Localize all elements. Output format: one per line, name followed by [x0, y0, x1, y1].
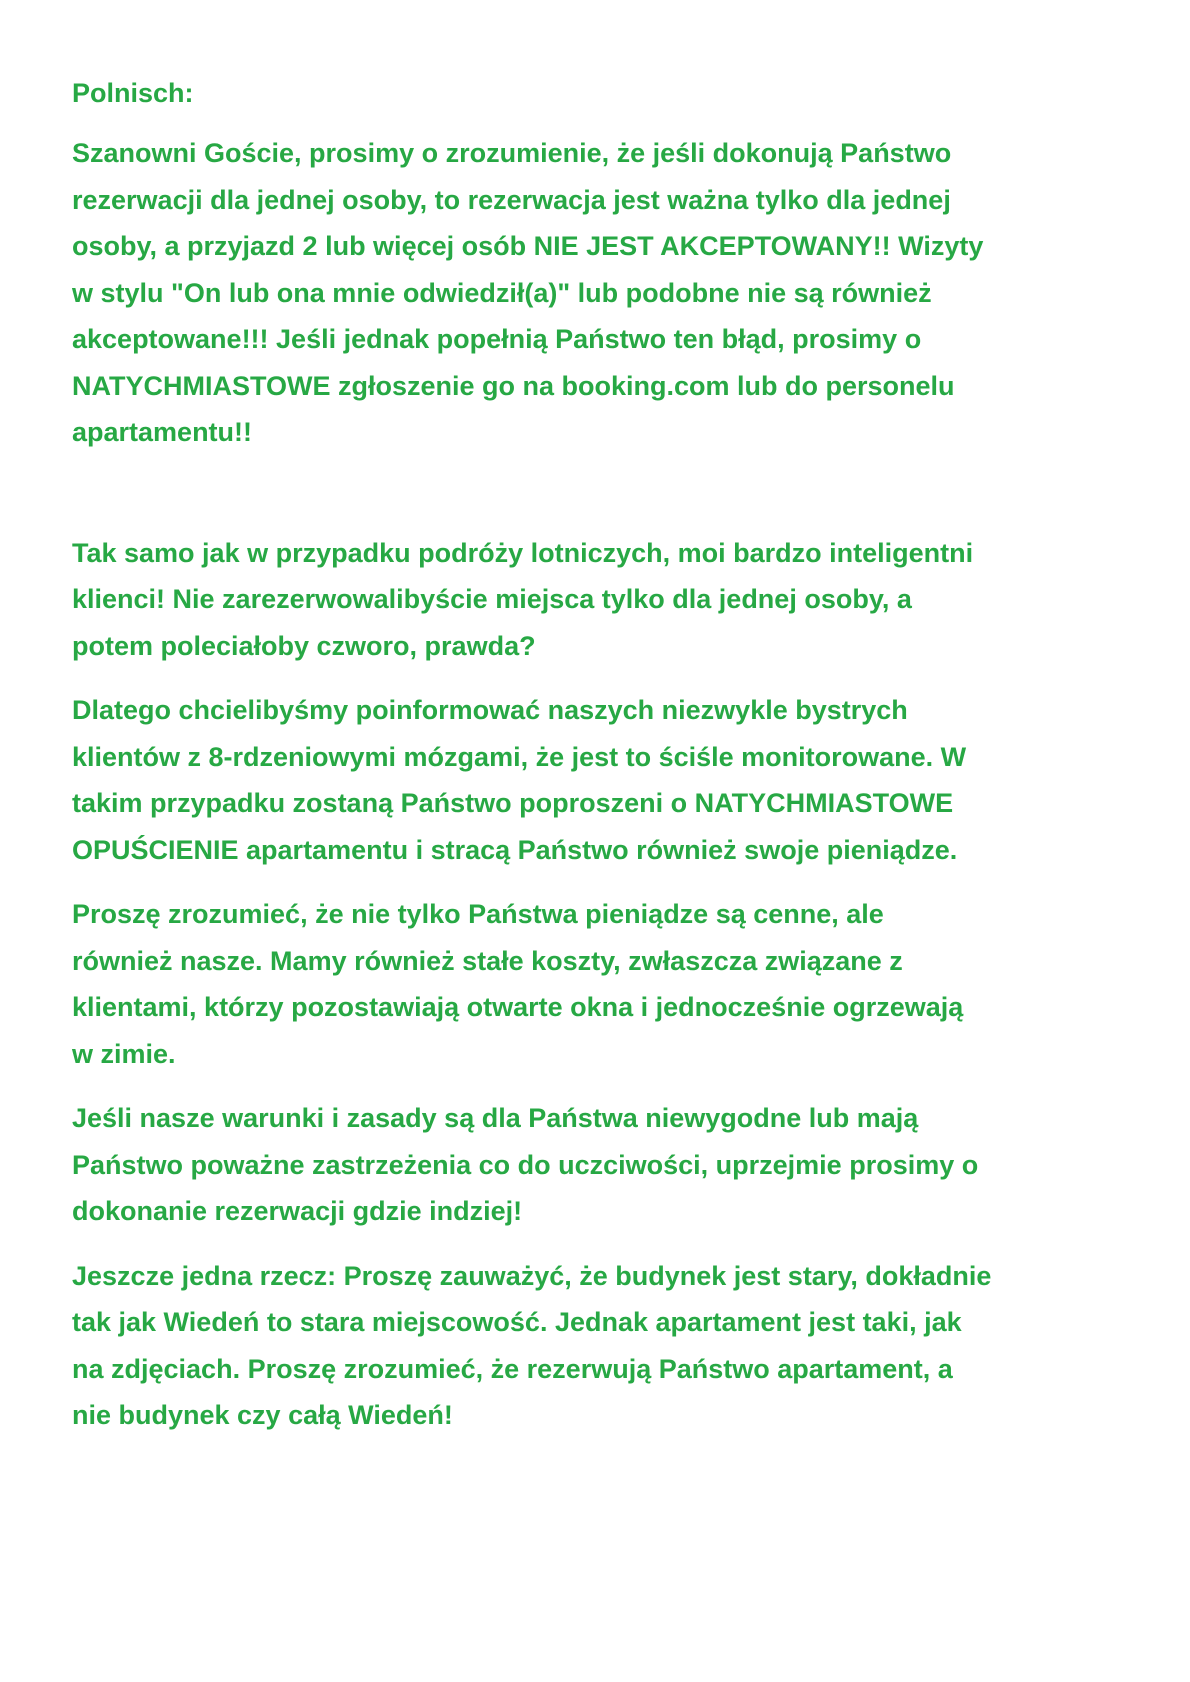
- text-line: tak jak Wiedeń to stara miejscowość. Jednak apartament jest taki, jak: [72, 1307, 962, 1337]
- text-line: akceptowane!!! Jeśli jednak popełnią Państwo ten błąd, prosimy o: [72, 324, 922, 354]
- text-line: nie budynek czy całą Wiedeń!: [72, 1400, 453, 1430]
- paragraph-booking-policy: [72, 130, 1132, 456]
- text-line: klienci! Nie zarezerwowalibyście miejsca tylko dla jednej osoby, a: [72, 584, 912, 614]
- text-line: OPUŚCIENIE apartamentu i stracą Państwo również swoje pieniądze.: [72, 834, 958, 865]
- document-body: [72, 70, 1132, 1457]
- text-line: rezerwacji dla jednej osoby, to rezerwacja jest ważna tylko dla jednej: [72, 184, 951, 215]
- text-line: dokonanie rezerwacji gdzie indziej!: [72, 1196, 523, 1226]
- text-line: klientami, którzy pozostawiają otwarte okna i jednocześnie ogrzewają: [72, 992, 964, 1022]
- text-line: Szanowni Goście, prosimy o zrozumienie, że jeśli dokonują Państwo: [72, 138, 952, 168]
- paragraph-building-notice: [72, 1253, 1132, 1439]
- text-line: apartamentu!!: [72, 417, 253, 447]
- text-line: w stylu "On lub ona mnie odwiedził(a)" lub podobne nie są również: [72, 277, 932, 308]
- text-line: takim przypadku zostaną Państwo poproszeni o NATYCHMIASTOWE: [72, 788, 954, 818]
- text-line: Jeśli nasze warunki i zasady są dla Państwa niewygodne lub mają: [72, 1103, 919, 1133]
- text-line: Państwo poważne zastrzeżenia co do uczciwości, uprzejmie prosimy o: [72, 1149, 979, 1180]
- text-line: potem poleciałoby czworo, prawda?: [72, 630, 536, 661]
- text-line: Tak samo jak w przypadku podróży lotniczych, moi bardzo inteligentni: [72, 537, 974, 568]
- paragraph-terms-notice: [72, 1095, 1132, 1235]
- text-line: osoby, a przyjazd 2 lub więcej osób NIE JEST AKCEPTOWANY!! Wizyty: [72, 231, 984, 261]
- document-heading: Polnisch:: [72, 78, 194, 108]
- text-line: na zdjęciach. Proszę zrozumieć, że rezerwują Państwo apartament, a: [72, 1353, 953, 1384]
- text-line: również nasze. Mamy również stałe koszty, zwłaszcza związane z: [72, 945, 903, 976]
- text-line: Jeszcze jedna rzecz: Proszę zauważyć, że budynek jest stary, dokładnie: [72, 1260, 992, 1291]
- paragraph-monitoring-notice: [72, 687, 1132, 873]
- text-line: Proszę zrozumieć, że nie tylko Państwa pieniądze są cenne, ale: [72, 899, 884, 929]
- text-line: w zimie.: [72, 1038, 176, 1069]
- paragraph-costs-notice: [72, 891, 1132, 1077]
- paragraph-air-travel-analogy: [72, 530, 1132, 670]
- text-line: Dlatego chcielibyśmy poinformować naszych niezwykle bystrych: [72, 695, 908, 725]
- text-line: klientów z 8-rdzeniowymi mózgami, że jest to ściśle monitorowane. W: [72, 741, 967, 772]
- text-line: NATYCHMIASTOWE zgłoszenie go na booking.com lub do personelu: [72, 370, 955, 401]
